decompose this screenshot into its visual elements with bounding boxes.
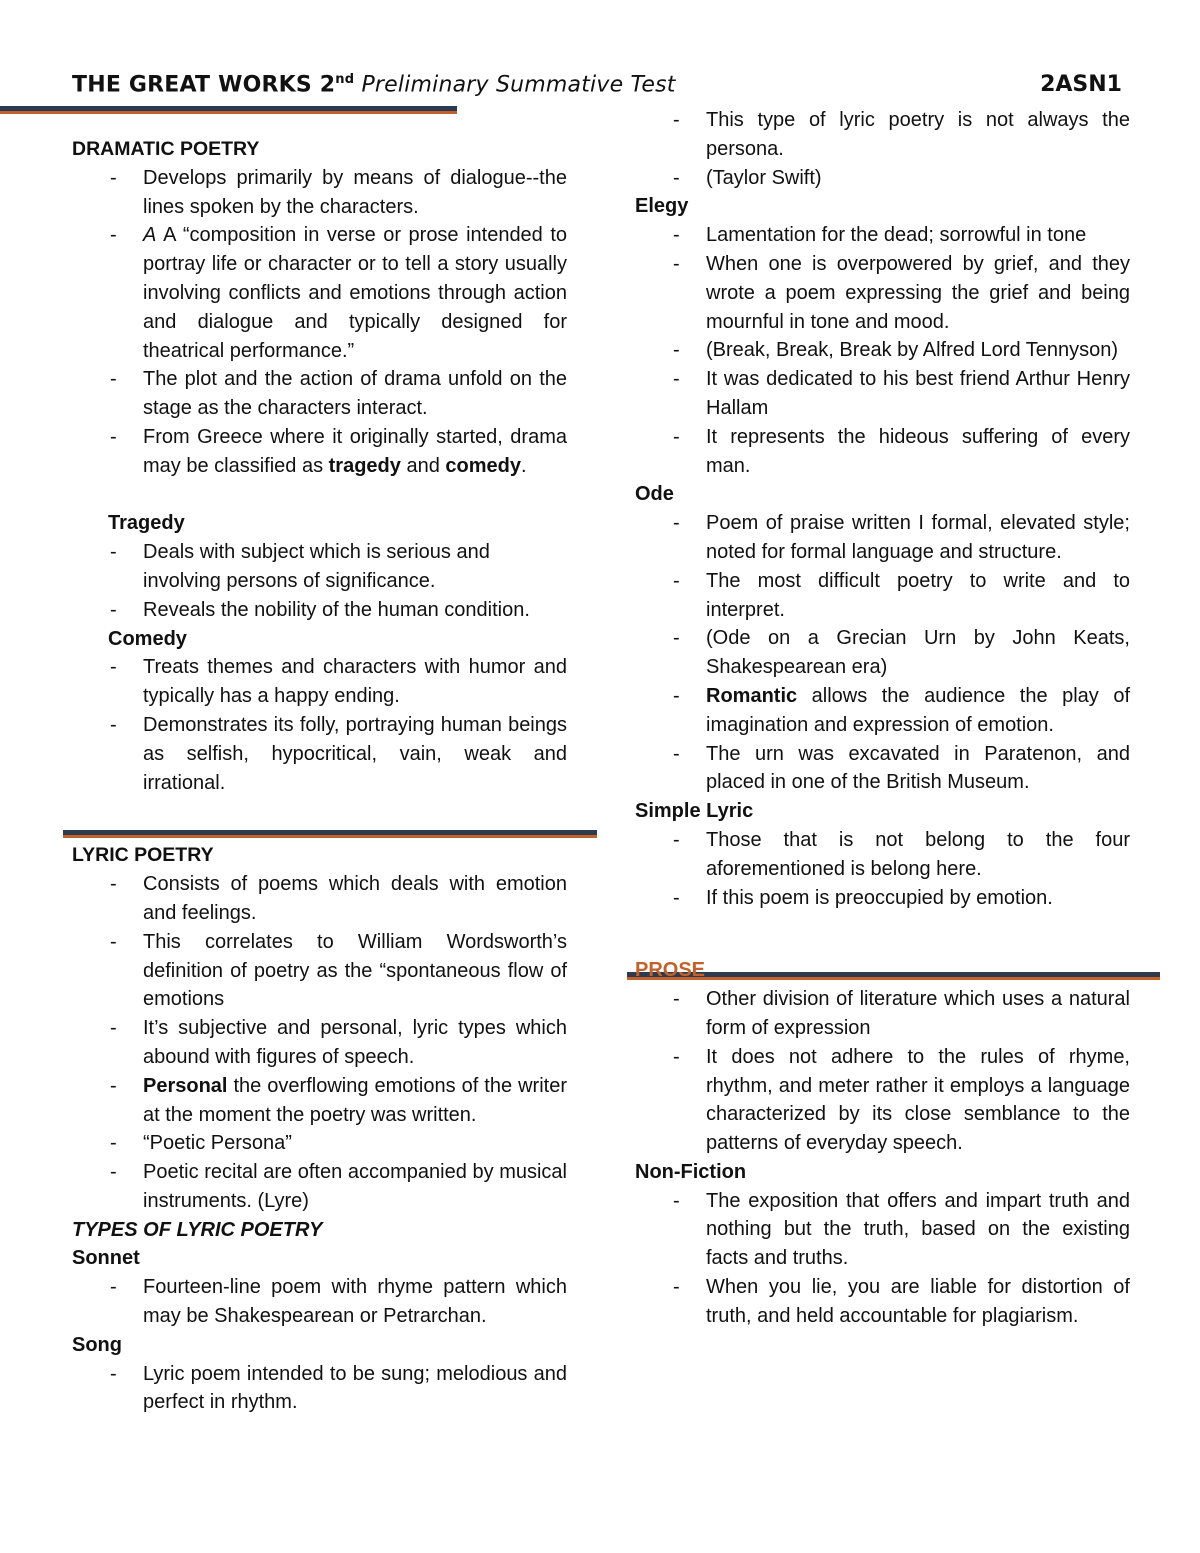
lyric-poetry-heading: LYRIC POETRY	[72, 844, 214, 867]
list-item: - When you lie, you are liable for distortion of truth, and held accountable for plagiarism.	[635, 1273, 1130, 1331]
list-item: - (Ode on a Grecian Urn by John Keats, Shakespearean era)	[635, 624, 1130, 682]
list-item: - Fourteen-line poem with rhyme pattern which may be Shakespearean or Petrarchan.	[72, 1273, 567, 1331]
elegy-heading: Elegy	[635, 195, 689, 218]
section-code: 2ASN1	[1040, 72, 1122, 97]
list-item: - Poetic recital are often accompanied by musical instruments. (Lyre)	[72, 1158, 567, 1216]
sonnet-heading: Sonnet	[72, 1247, 140, 1270]
left-column	[72, 135, 567, 1417]
page-header	[72, 72, 1122, 106]
non-fiction-heading: Non-Fiction	[635, 1160, 747, 1183]
prose-list	[635, 985, 1130, 1158]
non-fiction-list	[635, 1187, 1130, 1331]
song-heading: Song	[72, 1333, 122, 1356]
song-list	[72, 1360, 567, 1418]
list-item: - If this poem is preoccupied by emotion.	[635, 884, 1130, 913]
right-column	[635, 106, 1130, 1331]
list-item: - Romantic allows the audience the play of imagination and expression of emotion.	[635, 682, 1130, 740]
list-item: - Those that is not belong to the four aforementioned is belong here.	[635, 826, 1130, 884]
list-item: - Demonstrates its folly, portraying human beings as selfish, hypocritical, vain, weak and irrational.	[72, 711, 567, 797]
list-item: - Reveals the nobility of the human condition.	[72, 596, 567, 625]
lyric-poetry-list	[72, 870, 567, 1216]
simple-lyric-heading: Simple Lyric	[635, 800, 754, 823]
page-title: THE GREAT WORKS 2nd Preliminary Summative Test	[72, 72, 676, 98]
list-item: - From Greece where it originally started, drama may be classified as tragedy and comedy.	[72, 423, 567, 481]
list-item: - Deals with subject which is serious and involving persons of significance.	[72, 538, 567, 596]
elegy-list	[635, 221, 1130, 480]
list-item: - It was dedicated to his best friend Arthur Henry Hallam	[635, 365, 1130, 423]
tragedy-heading: Tragedy	[108, 512, 185, 535]
comedy-heading: Comedy	[108, 627, 187, 650]
list-item: - This correlates to William Wordsworth’s definition of poetry as the “spontaneous flow of emotions	[72, 928, 567, 1014]
list-item: - (Taylor Swift)	[635, 164, 1130, 193]
list-item: - It represents the hideous suffering of every man.	[635, 423, 1130, 481]
list-item: - A A “composition in verse or prose intended to portray life or character or to tell a story usually involving conflicts and emotions through action and dialogue and typically designed for theatrical performance.”	[72, 221, 567, 365]
list-item: - Lyric poem intended to be sung; melodious and perfect in rhythm.	[72, 1360, 567, 1418]
header-divider	[0, 106, 457, 114]
list-item: - Personal the overflowing emotions of the writer at the moment the poetry was written.	[72, 1072, 567, 1130]
tragedy-list	[72, 538, 567, 624]
list-item: - Develops primarily by means of dialogue--the lines spoken by the characters.	[72, 164, 567, 222]
dramatic-poetry-list	[72, 164, 567, 481]
list-item: - The urn was excavated in Paratenon, and placed in one of the British Museum.	[635, 740, 1130, 798]
list-item: - The exposition that offers and impart truth and nothing but the truth, based on the existing facts and truths.	[635, 1187, 1130, 1273]
ode-list	[635, 509, 1130, 797]
list-item: - The plot and the action of drama unfold on the stage as the characters interact.	[72, 365, 567, 423]
simple-lyric-list	[635, 826, 1130, 912]
list-item: - The most difficult poetry to write and to interpret.	[635, 567, 1130, 625]
list-item: - Treats themes and characters with humor and typically has a happy ending.	[72, 653, 567, 711]
prose-heading: PROSE	[635, 959, 706, 982]
dramatic-poetry-heading: DRAMATIC POETRY	[72, 138, 260, 160]
list-item: - Poem of praise written I formal, elevated style; noted for formal language and structure.	[635, 509, 1130, 567]
sonnet-list	[72, 1273, 567, 1331]
list-item: - (Break, Break, Break by Alfred Lord Tennyson)	[635, 336, 1130, 365]
list-item: - “Poetic Persona”	[72, 1129, 567, 1158]
song-continued-list	[635, 106, 1130, 192]
list-item: - It’s subjective and personal, lyric types which abound with figures of speech.	[72, 1014, 567, 1072]
comedy-list	[72, 653, 567, 797]
list-item: - This type of lyric poetry is not always the persona.	[635, 106, 1130, 164]
list-item: - Other division of literature which uses a natural form of expression	[635, 985, 1130, 1043]
list-item: - Consists of poems which deals with emotion and feelings.	[72, 870, 567, 928]
list-item: - Lamentation for the dead; sorrowful in tone	[635, 221, 1130, 250]
types-of-lyric-poetry-heading: TYPES OF LYRIC POETRY	[72, 1218, 323, 1241]
ode-heading: Ode	[635, 483, 674, 506]
list-item: - It does not adhere to the rules of rhyme, rhythm, and meter rather it employs a language characterized by its close semblance to the patterns of everyday speech.	[635, 1043, 1130, 1158]
list-item: - When one is overpowered by grief, and they wrote a poem expressing the grief and being mournful in tone and mood.	[635, 250, 1130, 336]
